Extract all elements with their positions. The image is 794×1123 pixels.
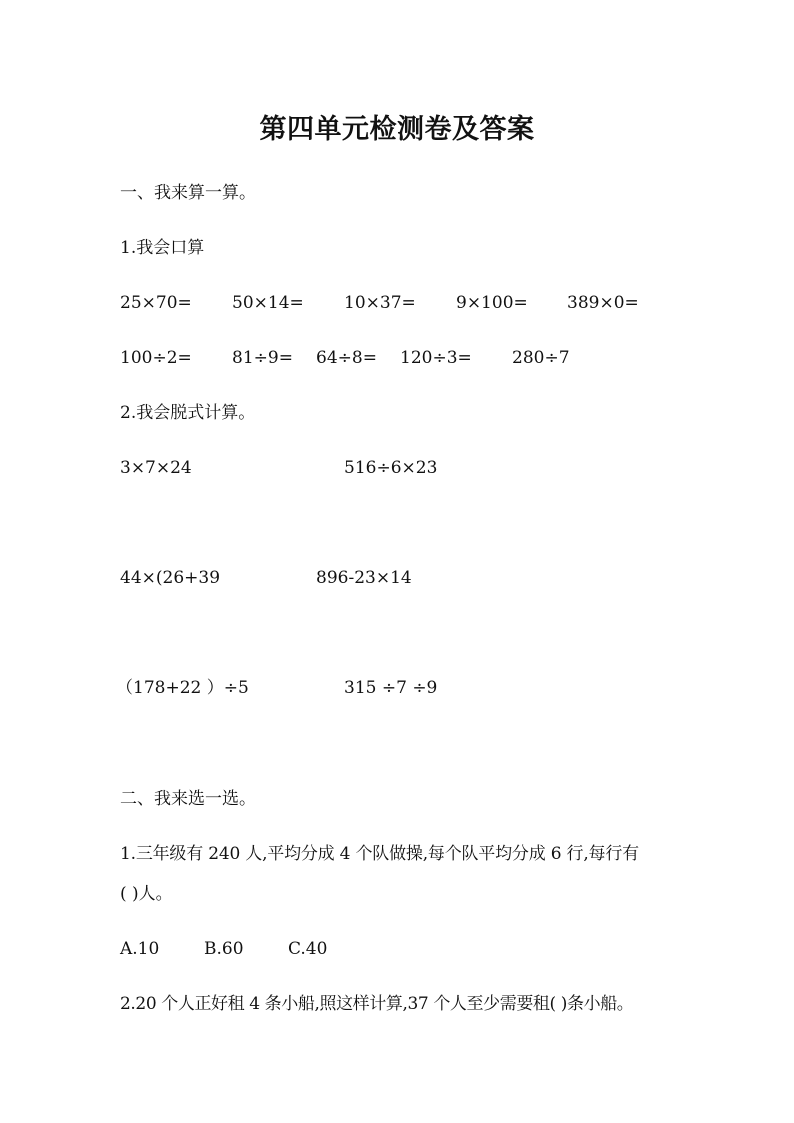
oral-calc-9: 120÷3= xyxy=(400,348,472,368)
question-1-line-2: ( )人。 xyxy=(120,884,173,904)
oral-calc-10: 280÷7 xyxy=(512,348,570,368)
oral-calc-5: 389×0= xyxy=(567,293,639,313)
oral-calc-2: 50×14= xyxy=(232,293,304,313)
step-calc-3: 44×(26+39 xyxy=(120,568,221,588)
step-calc-5: （178+22 ）÷5 xyxy=(116,678,249,698)
oral-calc-6: 100÷2= xyxy=(120,348,192,368)
option-c: C.40 xyxy=(288,939,328,959)
option-b: B.60 xyxy=(204,939,244,959)
section-1-heading: 一、我来算一算。 xyxy=(120,183,256,203)
part-1-heading: 1.我会口算 xyxy=(120,238,205,258)
oral-calc-3: 10×37= xyxy=(344,293,416,313)
oral-calc-1: 25×70= xyxy=(120,293,192,313)
question-2-line-1: 2.20 个人正好租 4 条小船,照这样计算,37 个人至少需要租( )条小船。 xyxy=(120,994,634,1014)
option-a: A.10 xyxy=(120,939,160,959)
step-calc-1: 3×7×24 xyxy=(120,458,192,478)
question-1-line-1: 1.三年级有 240 人,平均分成 4 个队做操,每个队平均分成 6 行,每行有 xyxy=(120,844,639,864)
oral-calc-8: 64÷8= xyxy=(316,348,377,368)
step-calc-2: 516÷6×23 xyxy=(344,458,438,478)
part-2-heading: 2.我会脱式计算。 xyxy=(120,403,256,423)
step-calc-4: 896-23×14 xyxy=(316,568,412,588)
step-calc-6: 315 ÷7 ÷9 xyxy=(344,678,438,698)
oral-calc-7: 81÷9= xyxy=(232,348,293,368)
page-title: 第四单元检测卷及答案 xyxy=(259,114,535,145)
section-2-heading: 二、我来选一选。 xyxy=(120,789,256,809)
oral-calc-4: 9×100= xyxy=(456,293,528,313)
